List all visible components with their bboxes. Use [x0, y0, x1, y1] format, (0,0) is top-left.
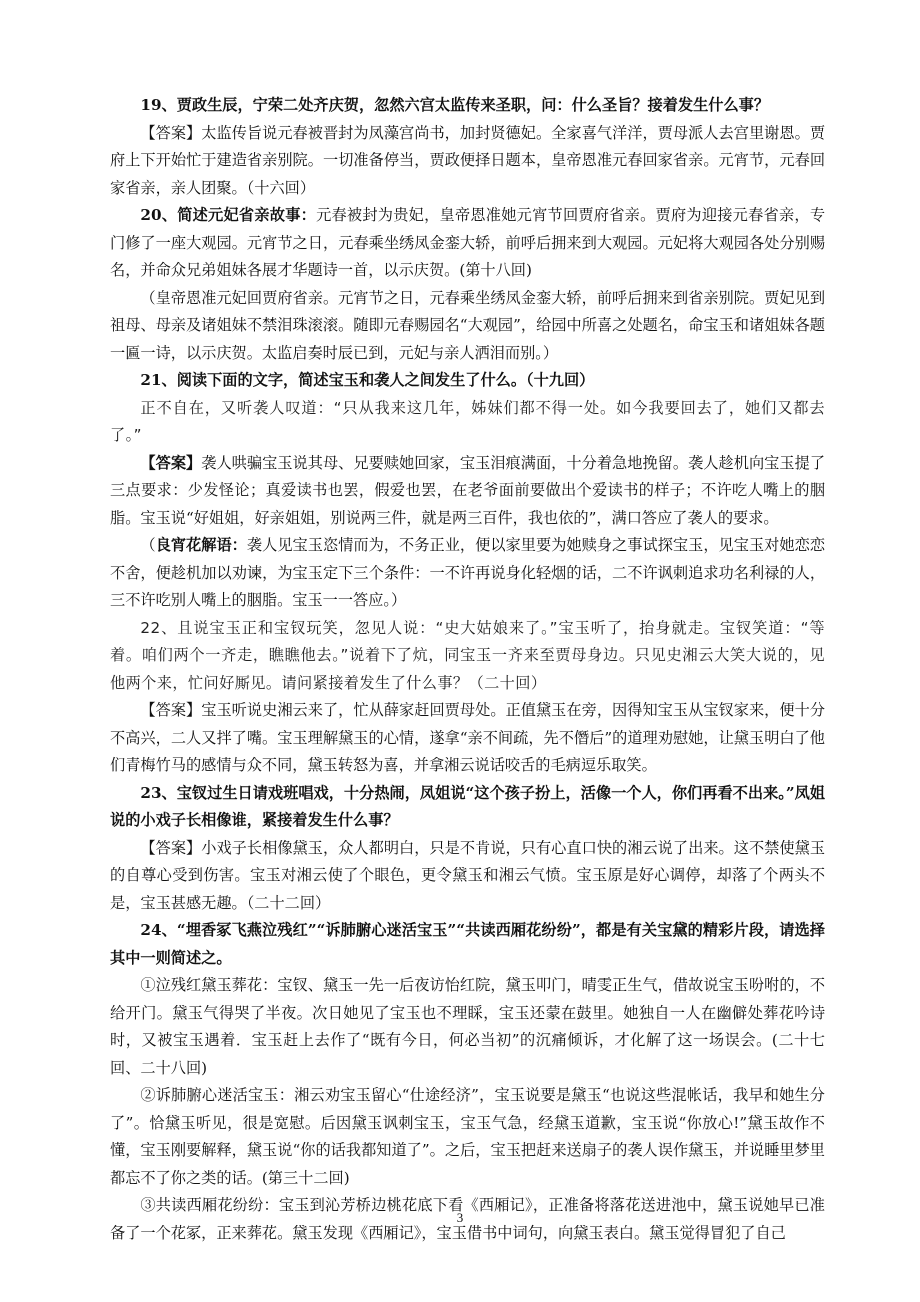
question-21: 21、阅读下面的文字，简述宝玉和袭人之间发生了什么。（十九回） [140, 371, 595, 389]
answer-tag: 【答案】 [140, 838, 202, 857]
question-23: 23、宝钗过生日请戏班唱戏，十分热闹，凤姐说“这个孩子扮上，活像一个人，你们再看不出来。”凤姐说的小戏子长相像谁，紧接着发生什么事？ [110, 783, 825, 829]
answer-tag: 【答案】 [140, 453, 202, 472]
note-label: 良宵花解语： [155, 536, 247, 554]
answer-24-part-3: ③共读西厢花纷纷：宝玉到沁芳桥边桃花底下看《西厢记》，正准备将落花送进池中，黛玉说她早已准备了一个花冢，正来葬花。黛玉发现《西厢记》，宝玉借书中词句，向黛玉表白。黛玉觉得冒犯了自己 [110, 1196, 825, 1242]
answer-23 [110, 835, 825, 918]
page-content [110, 92, 825, 1247]
answer-tag: 【答案】 [140, 123, 202, 142]
answer-19 [110, 120, 825, 203]
note-21 [110, 532, 825, 615]
answer-text: 小戏子长相像黛玉，众人都明白，只是不肯说，只有心直口快的湘云说了出来。这不禁使黛玉的自尊心受到伤害。宝玉对湘云使了个眼色，更令黛玉和湘云气愤。宝玉原是好心调停，却落了个两头不是，宝玉甚感无趣。（二十二回） [110, 838, 826, 912]
note-20: （皇帝恩准元妃回贾府省亲。元宵节之日，元春乘坐绣凤金銮大轿，前呼后拥来到省亲别院。贾妃见到祖母、母亲及诸姐妹不禁泪珠滚滚。随即元春赐园名“大观园”，给园中所喜之处题名，命宝玉和诸姐妹各题一匾一诗，以示庆贺。太监启奏时辰已到，元妃与亲人洒泪而别。） [110, 288, 825, 362]
answer-20-text: 元春被封为贵妃，皇帝恩准她元宵节回贾府省亲。贾府为迎接元春省亲，专门修了一座大观园。元宵节之日，元春乘坐绣凤金銮大轿，前呼后拥来到大观园。元妃将大观园各处分别赐名，并命众兄弟姐妹各展才华题诗一首，以示庆贺。(第十八回) [110, 206, 826, 279]
question-19: 19、贾政生辰，宁荣二处齐庆贺，忽然六宫太监传来圣职，问：什么圣旨？接着发生什么事？ [140, 96, 770, 114]
answer-24-part-2: ②诉肺腑心迷活宝玉：湘云劝宝玉留心“仕途经济”，宝玉说要是黛玉“也说这些混帐话，我早和她生分了”。恰黛玉听见，很是宽慰。后因黛玉讽刺宝玉，宝玉气急，经黛玉道歉，宝玉说“你放心!”黛玉故作不懂，宝玉刚要解释，黛玉说“你的话我都知道了”。之后，宝玉把赶来送扇子的袭人误作黛玉，并说睡里梦里都忘不了你之类的话。(第三十二回) [110, 1086, 825, 1187]
note-open: （ [140, 536, 156, 554]
note-text: 袭人见宝玉恣情而为，不务正业，便以家里要为她赎身之事试探宝玉，见宝玉对她恋恋不舍，便趁机加以劝谏，为宝玉定下三个条件：一不许再说身化轻烟的话，二不许讽刺追求功名利禄的人，三不许吃别人嘴上的胭脂。宝玉一一答应。） [110, 536, 826, 609]
excerpt-21: 正不自在，又听袭人叹道：“只从我来这几年，姊妹们都不得一处。如今我要回去了，她们又都去了。” [110, 398, 825, 444]
answer-22 [110, 697, 825, 780]
question-20-title: 20、简述元妃省亲故事： [140, 206, 317, 224]
question-20 [110, 202, 825, 285]
answer-21 [110, 450, 825, 533]
question-22: 22、且说宝玉正和宝钗玩笑，忽见人说：“史大姑娘来了。”宝玉听了，抬身就走。宝钗笑道：“等着。咱们两个一齐走，瞧瞧他去。”说着下了炕，同宝玉一齐来至贾母身边。只见史湘云大笑大说的，见他两个来，忙问好厮见。请问紧接着发生了什么事？（二十回） [110, 618, 825, 692]
answer-text: 袭人哄骗宝玉说其母、兄要赎她回家，宝玉泪痕满面，十分着急地挽留。袭人趁机向宝玉提了三点要求：少发怪论；真爱读书也罢，假爱也罢，在老爷面前要做出个爱读书的样子；不许吃人嘴上的胭脂。宝玉说“好姐姐，好亲姐姐，别说两三件，就是两三百件，我也依的”，满口答应了袭人的要求。 [110, 453, 826, 527]
answer-tag: 【答案】 [140, 701, 202, 719]
answer-text: 宝玉听说史湘云来了，忙从薛家赶回贾母处。正值黛玉在旁，因得知宝玉从宝钗家来，便十分不高兴，二人又拌了嘴。宝玉理解黛玉的心情，遂拿“亲不间疏，先不僭后”的道理劝慰她，让黛玉明白了他们青梅竹马的感情与众不同，黛玉转怒为喜，并拿湘云说话咬舌的毛病逗乐取笑。 [110, 701, 826, 774]
question-24: 24、“埋香冢飞燕泣残红”“诉肺腑心迷活宝玉”“共读西厢花纷纷”，都是有关宝黛的精彩片段，请选择其中一则简述之。 [110, 921, 825, 967]
answer-text: 太监传旨说元春被晋封为凤藻宫尚书，加封贤德妃。全家喜气洋洋，贾母派人去宫里谢恩。贾府上下开始忙于建造省亲别院。一切准备停当，贾政便择日题本，皇帝恩准元春回家省亲。元宵节，元春回家省亲，亲人团聚。（十六回） [110, 123, 826, 197]
answer-24-part-1: ①泣残红黛玉葬花：宝钗、黛玉一先一后夜访怡红院，黛玉叩门，晴雯正生气，借故说宝玉吩咐的，不给开门。黛玉气得哭了半夜。次日她见了宝玉也不理睬，宝玉还蒙在鼓里。她独自一人在幽僻处葬花吟诗时，又被宝玉遇着．宝玉赶上去作了“既有今日，何必当初”的沉痛倾诉，才化解了这一场误会。(二十七回、二十八回) [110, 976, 825, 1077]
page-number: 3 [456, 1210, 464, 1225]
